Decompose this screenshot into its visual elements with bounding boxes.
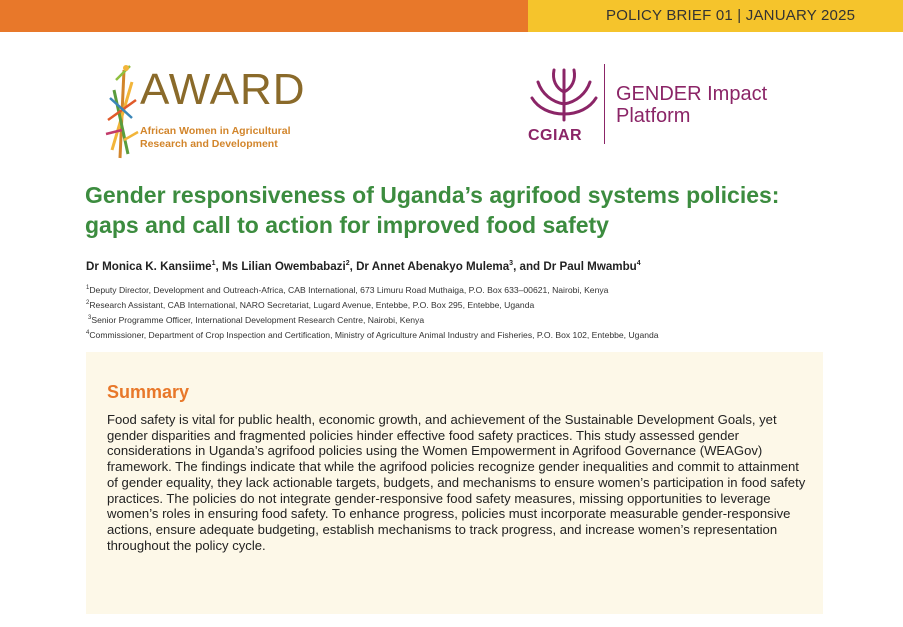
affiliation-sup: 3 [88,314,92,321]
cgiar-wordmark: CGIAR [528,127,583,144]
affiliation-item [86,282,659,297]
wheat-sheaf-icon [528,62,600,124]
banner-yellow-band [528,0,903,32]
banner-orange-band [0,0,528,32]
author-separator: , [215,260,222,273]
affiliation-text: Senior Programme Officer, International Development Research Centre, Nairobi, Kenya [91,314,425,325]
document-title [85,181,845,241]
author-name: Dr Paul Mwambu [543,260,637,273]
title-line2: gaps and call to action for improved food safety [85,211,609,238]
affiliation-item [86,327,659,342]
affiliation-sup: 4 [86,329,90,336]
author-separator: , [349,260,357,273]
affiliation-sup: 2 [86,299,90,306]
author-name: Dr Annet Abenakyo Mulema [356,260,510,273]
gender-platform-line1: GENDER Impact [616,83,768,105]
award-logo [102,60,306,160]
summary-heading: Summary [107,382,190,402]
author-sup: 1 [211,260,216,268]
affiliations-list [86,282,659,341]
affiliation-item [86,297,659,312]
top-banner [0,0,903,32]
author-sup: 4 [636,260,641,268]
author-sup: 3 [509,260,514,268]
affiliation-sup: 1 [86,285,90,291]
authors-line [86,260,641,273]
summary-box [86,352,823,614]
award-subtitle-line1: African Women in Agricultural [140,125,291,137]
cgiar-gender-logo [528,62,788,152]
title-line1: Gender responsiveness of Uganda’s agrifood systems policies: [85,182,780,208]
author-name: Dr Monica K. Kansiime [86,260,212,273]
affiliation-text: Commissioner, Department of Crop Inspection and Certification, Ministry of Agriculture Animal Industry and Fisheries, P.O. Box 102, Entebbe, Uganda [89,329,659,340]
author-sup: 2 [345,260,350,268]
author-name: Ms Lilian Owembabazi [222,260,346,273]
affiliation-item [86,312,659,327]
summary-body: Food safety is vital for public health, economic growth, and achievement of the Sustainable Development Goals, yet gender disparities and fragmented policies hinder effective food safety practices. This study assessed gender considerations in Uganda’s agrifood policies using the Women Empowerment in Agrifood Governance (WEAGov) framework. The findings indicate that while the agrifood policies recognize gender inequalities and commit to attainment of gender equality, they lack actionable targets, budgets, and mechanisms to ensure women’s participation in food safety practices. The policies do not integrate gender-responsive food safety measures, missing opportunities to leverage women’s roles in ensuring food safety. To enhance progress, policies must incorporate measurable gender-responsive actions, ensure adequate budgeting, establish mechanisms to track progress, and increase women’s representation throughout the policy cycle. [107,412,806,553]
author-separator: , and [513,260,544,273]
award-figure-icon [102,60,142,160]
affiliation-text: Deputy Director, Development and Outreach-Africa, CAB International, 673 Limuru Road Muthaiga, P.O. Box 633–00621, Nairobi, Kenya [89,284,609,295]
logo-divider [604,64,605,144]
gender-platform-line2: Platform [616,105,691,127]
award-wordmark: AWARD [140,65,306,114]
award-subtitle-line2: Research and Development [140,138,278,150]
affiliation-text: Research Assistant, CAB International, NARO Secretariat, Lugard Avenue, Entebbe, P.O. Box 295, Entebbe, Uganda [89,299,535,310]
policy-brief-label: POLICY BRIEF 01 | JANUARY 2025 [606,7,856,24]
